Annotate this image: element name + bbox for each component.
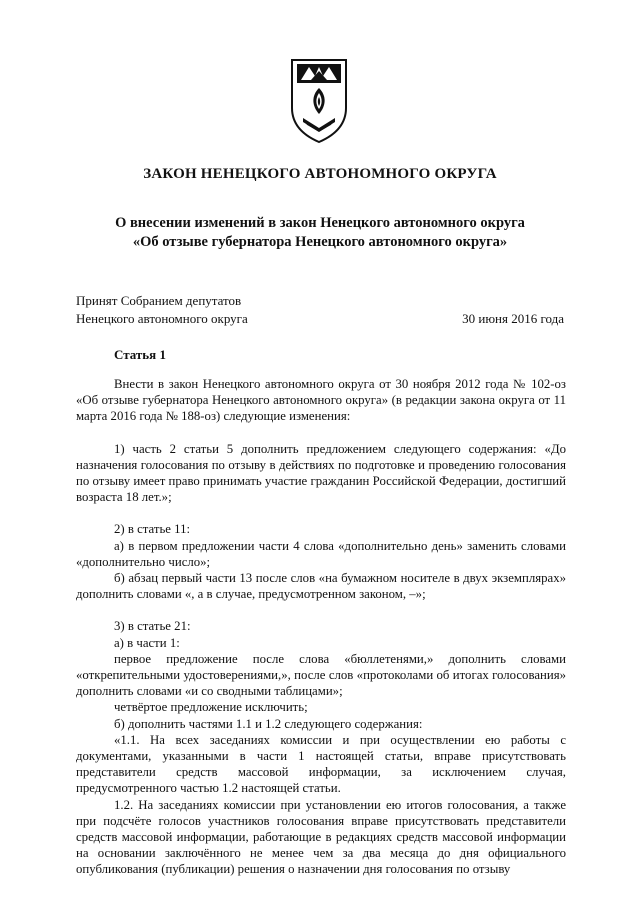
paragraph: 2) в статье 11:	[114, 522, 191, 537]
paragraph: 3) в статье 21:	[114, 619, 191, 634]
subtitle-line: «Об отзыве губернатора Ненецкого автономного округа»	[132, 234, 508, 250]
paragraph: б) абзац первый части 13 после слов «на бумажном носителе в двух экземплярах» дополнить словами «, а в случае, предусмотренном законом, –»;	[76, 571, 566, 602]
paragraph: первое предложение после слова «бюллетенями,» дополнить словами «открепительными удостоверениями,», после слов «протоколами об итогах голосования» дополнить словами «и со сводными таблицами»;	[76, 651, 566, 699]
subtitle-line: О внесении изменений в закон Ненецкого автономного округа	[115, 215, 525, 231]
document-body	[76, 376, 566, 878]
paragraph: а) в первом предложении части 4 слова «дополнительно день» заменить словами «дополнительно число»;	[76, 538, 566, 569]
paragraph: б) дополнить частями 1.1 и 1.2 следующего содержания:	[114, 716, 423, 731]
adoption-line: Ненецкого автономного округа	[76, 311, 248, 326]
adoption-date: 30 июня 2016 года	[462, 311, 564, 326]
coat-of-arms-icon	[289, 58, 349, 144]
paragraph: «1.1. На всех заседаниях комиссии и при осуществлении ею работы с документами, указанными в части 1 настоящей статьи, вправе присутствовать представители средств массовой информации, за исключением случая, предусмотренного частью 1.2 настоящей статьи.	[76, 732, 566, 796]
adoption-authority	[76, 292, 248, 328]
paragraph: а) в части 1:	[114, 635, 180, 650]
paragraph: четвёртое предложение исключить;	[114, 700, 308, 715]
paragraph: 1.2. На заседаниях комиссии при установлении ею итогов голосования, а также при подсчёте голосов участников голосования вправе присутствовать представители средств массовой информации, работающие в редакциях средств массовой информации на основании заключённого не менее чем за два месяца до дня официального опубликования (публикации) решения о назначении дня голосования по отзыву	[76, 797, 566, 877]
paragraph: 1) часть 2 статьи 5 дополнить предложением следующего содержания: «До назначения голосования по отзыву в действиях по подготовке и проведению голосования по отзыву имеет право принимать участие гражданин Российской Федерации, достигший возраста 18 лет.»;	[76, 441, 566, 505]
article-heading: Статья 1	[114, 347, 166, 362]
adoption-line: Принят Собранием депутатов	[76, 293, 242, 308]
document-title: ЗАКОН НЕНЕЦКОГО АВТОНОМНОГО ОКРУГА	[143, 166, 497, 182]
paragraph: Внести в закон Ненецкого автономного округа от 30 ноября 2012 года № 102-оз «Об отзыве губернатора Ненецкого автономного округа» (в редакции закона округа от 11 марта 2016 года № 188-оз) следующие изменения:	[76, 377, 566, 424]
document-subtitle	[60, 214, 580, 252]
